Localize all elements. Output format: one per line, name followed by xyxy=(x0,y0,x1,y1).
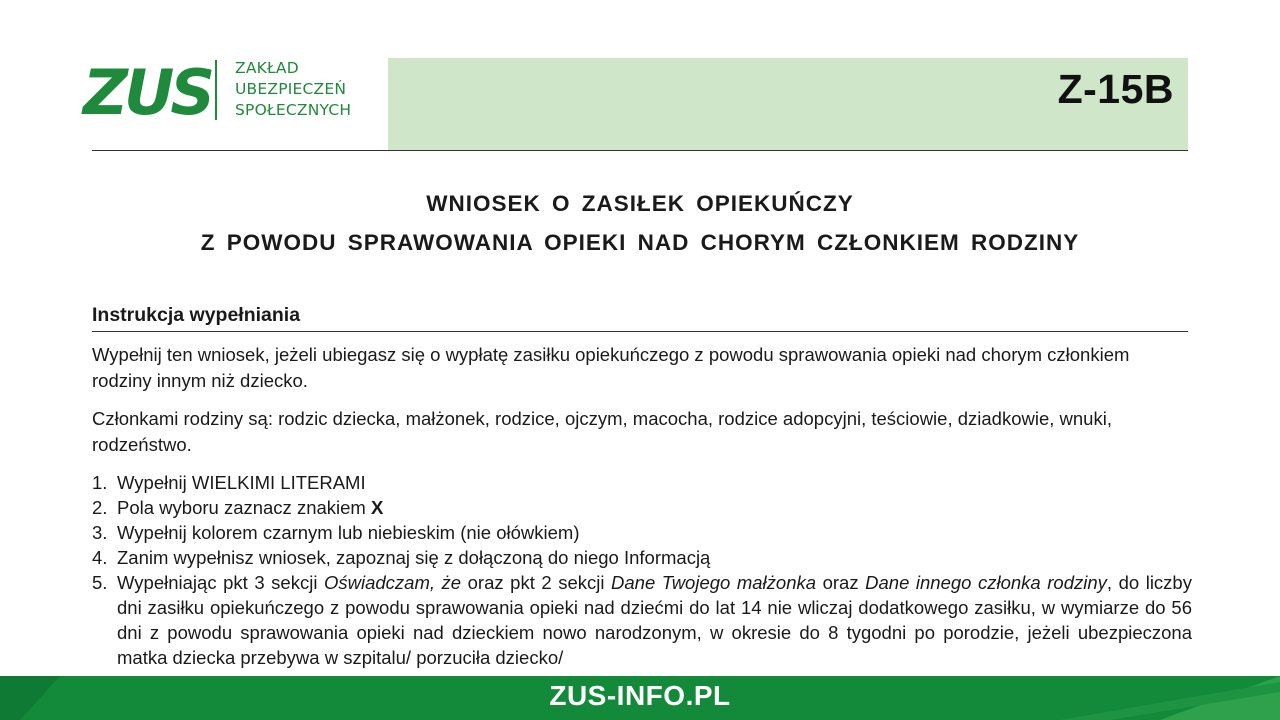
list-item-text: Wypełnij kolorem czarnym lub niebieskim (nie ołówkiem) xyxy=(117,522,580,543)
list-item xyxy=(92,570,1192,670)
site-footer-banner xyxy=(0,676,1280,720)
instructions-list xyxy=(92,470,1192,670)
instructions-paragraph: Członkami rodziny są: rodzic dziecka, małżonek, rodzice, ojczym, macocha, rodzice adopcyjni, teściowie, dziadkowie, wnuki, rodzeństwo. xyxy=(92,408,1112,455)
list-item-number: 3. xyxy=(92,522,108,543)
list-item-number: 1. xyxy=(92,472,108,493)
list-item xyxy=(92,495,1192,520)
form-code-box xyxy=(388,58,1188,150)
form-code: Z-15B xyxy=(1057,66,1174,112)
form-header xyxy=(83,56,1188,151)
list-item-text: Wypełniając pkt 3 sekcji Oświadczam, że oraz pkt 2 sekcji Dane Twojego małżonka oraz Dane innego członka rodziny, do liczby dni zasiłku opiekuńczego z powodu sprawowania opieki nad dziećmi do lat 14 nie wliczaj dodatkowego zasiłku, w wymiarze do 56 dni z powodu sprawowania opieki nad dzieckiem nowo narodzonym, w okresie do 8 tygodni po porodzie, jeżeli ubezpieczona matka dziecka przebywa w szpitalu/ porzuciła dziecko/ xyxy=(117,572,1192,668)
institution-name-line: SPOŁECZNYCH xyxy=(235,101,352,119)
list-item xyxy=(92,470,1192,495)
svg-text:ZUS: ZUS xyxy=(83,56,211,129)
zus-logo xyxy=(83,56,211,129)
document-title-line: Z POWODU SPRAWOWANIA OPIEKI NAD CHORYM CZŁONKIEM RODZINY xyxy=(200,230,1080,255)
x-mark: X xyxy=(370,497,384,518)
list-item-number: 4. xyxy=(92,547,108,568)
list-item-text: Pola wyboru zaznacz znakiem X xyxy=(117,497,384,518)
document-title xyxy=(92,184,1188,262)
list-item-number: 2. xyxy=(92,497,108,518)
list-item xyxy=(92,520,1192,545)
institution-name-line: UBEZPIECZEŃ xyxy=(235,80,347,98)
list-item-text: Zanim wypełnisz wniosek, zapoznaj się z dołączoną do niego Informacją xyxy=(117,547,711,568)
institution-name xyxy=(235,58,351,121)
instructions-heading: Instrukcja wypełniania xyxy=(92,304,1188,332)
institution-name-line: ZAKŁAD xyxy=(235,59,299,77)
list-item xyxy=(92,545,1192,570)
document-title-line: WNIOSEK O ZASIŁEK OPIEKUŃCZY xyxy=(426,191,854,216)
instructions-paragraph: Wypełnij ten wniosek, jeżeli ubiegasz się o wypłatę zasiłku opiekuńczego z powodu sprawowania opieki nad chorym członkiem rodziny innym niż dziecko. xyxy=(92,344,1130,391)
list-item-number: 5. xyxy=(92,572,108,593)
site-name[interactable]: ZUS-INFO.PL xyxy=(549,680,731,711)
list-item-text: Wypełnij WIELKIMI LITERAMI xyxy=(117,472,366,493)
logo-divider xyxy=(215,60,217,120)
